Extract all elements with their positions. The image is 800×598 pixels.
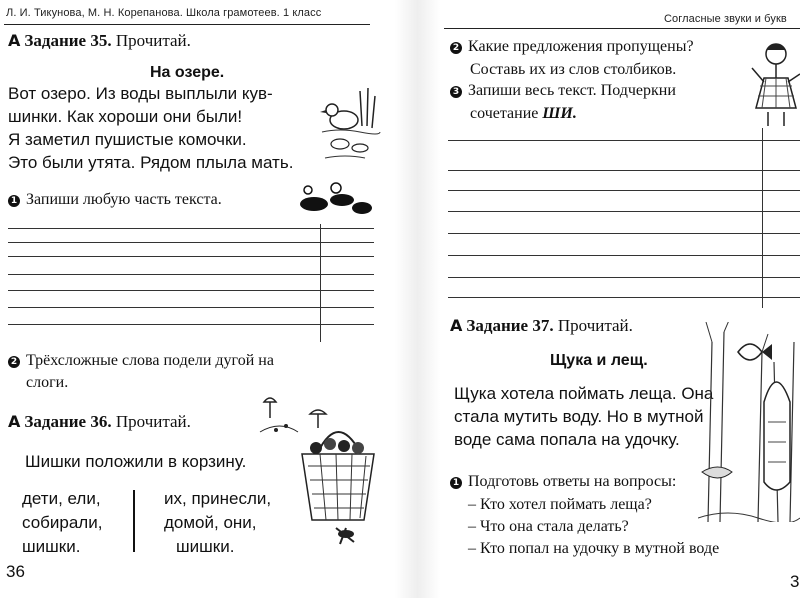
q-write-line2 xyxy=(470,103,577,125)
task-a-icon: A xyxy=(450,316,463,335)
margin-line xyxy=(320,224,321,342)
writing-line[interactable] xyxy=(448,233,800,234)
task37-q-prep-text: Подготовь ответы на вопросы: xyxy=(468,473,677,490)
duck-illustration xyxy=(320,86,382,166)
task35-label: Задание 35. xyxy=(24,31,112,50)
task35-q2-text: Трёхсложные слова подели дугой на xyxy=(26,352,274,369)
writing-line[interactable] xyxy=(448,190,800,191)
task-a-icon: A xyxy=(8,31,21,50)
right-page xyxy=(440,0,800,598)
lily-pads-illustration xyxy=(296,180,376,218)
task35-line-1: Вот озеро. Из воды выплыли кув- xyxy=(8,84,273,103)
task35-line-3: Я заметил пушистые комочки. xyxy=(8,130,247,149)
step-3-icon: 3 xyxy=(450,86,462,98)
q-write-text: Запиши весь текст. Подчеркни xyxy=(468,82,676,99)
q-missing-line1 xyxy=(450,36,694,58)
girl-illustration xyxy=(750,38,800,128)
task36-col2-line1: их, принесли, xyxy=(164,489,272,508)
task37-instruction: Прочитай. xyxy=(557,316,633,335)
task35-story-title: На озере. xyxy=(150,64,225,81)
task36-sentence: Шишки положили в корзину. xyxy=(25,452,247,471)
left-running-header: Л. И. Тикунова, М. Н. Корепанова. Школа грамотеев. 1 класс xyxy=(6,7,322,19)
task35-line-4: Это были утята. Рядом плыла мать. xyxy=(8,153,294,172)
q-write-emphasis: ШИ. xyxy=(542,105,577,122)
left-page xyxy=(0,0,395,598)
step-1-icon: 1 xyxy=(450,477,462,489)
task37-question-1: – Кто хотел поймать леща? xyxy=(468,496,652,513)
task37-heading xyxy=(450,316,633,336)
task37-question-2: – Что она стала делать? xyxy=(468,518,629,535)
task35-q2-line2: слоги. xyxy=(26,374,69,391)
page-number-right: 3 xyxy=(790,572,800,591)
writing-line[interactable] xyxy=(448,277,800,278)
basket-illustration xyxy=(250,392,380,552)
task36-col2-line2: домой, они, xyxy=(164,513,257,532)
task37-line-1: Щука хотела поймать леща. Она xyxy=(454,384,714,403)
q-missing-line2: Составь их из слов столбиков. xyxy=(470,61,677,78)
header-rule xyxy=(4,24,370,25)
q-write-line1 xyxy=(450,80,676,102)
task36-col1-line2: собирали, xyxy=(22,513,103,532)
margin-line xyxy=(762,128,763,308)
task37-q-prep xyxy=(450,471,676,493)
task37-label: Задание 37. xyxy=(466,316,554,335)
task35-instruction: Прочитай. xyxy=(115,31,191,50)
step-2-icon: 2 xyxy=(8,356,20,368)
writing-line[interactable] xyxy=(448,255,800,256)
task37-line-3: воде сама попала на удочку. xyxy=(454,430,680,449)
right-running-header: Согласные звуки и букв xyxy=(664,13,787,25)
task36-label: Задание 36. xyxy=(24,412,112,431)
task36-col2-line3: шишки. xyxy=(176,537,235,556)
task35-line-2: шинки. Как хороши они были! xyxy=(8,107,243,126)
fish-reeds-illustration xyxy=(698,322,800,522)
writing-line[interactable] xyxy=(448,297,800,298)
task37-story-title: Щука и лещ. xyxy=(550,352,648,369)
task36-col1-line1: дети, ели, xyxy=(22,489,101,508)
header-rule xyxy=(444,28,800,29)
q-missing-text: Какие предложения пропущены? xyxy=(468,38,694,55)
task37-line-2: стала мутить воду. Но в мутной xyxy=(454,407,704,426)
page-number-left: 36 xyxy=(6,562,25,581)
column-divider xyxy=(133,490,135,552)
step-1-icon: 1 xyxy=(8,195,20,207)
task-a-icon: A xyxy=(8,412,21,431)
task36-heading xyxy=(8,412,191,432)
writing-line[interactable] xyxy=(448,140,800,141)
book-gutter xyxy=(395,0,440,598)
task37-question-3: – Кто попал на удочку в мутной воде xyxy=(468,540,720,557)
q-write-prefix: сочетание xyxy=(470,105,539,122)
step-2-icon: 2 xyxy=(450,42,462,54)
task35-heading xyxy=(8,31,191,51)
writing-line[interactable] xyxy=(448,170,800,171)
writing-line[interactable] xyxy=(448,211,800,212)
task35-q1-text: Запиши любую часть текста. xyxy=(26,191,222,208)
task36-instruction: Прочитай. xyxy=(115,412,191,431)
task35-q1 xyxy=(8,189,222,211)
task36-col1-line3: шишки. xyxy=(22,537,81,556)
task35-q2-line1 xyxy=(8,350,274,372)
